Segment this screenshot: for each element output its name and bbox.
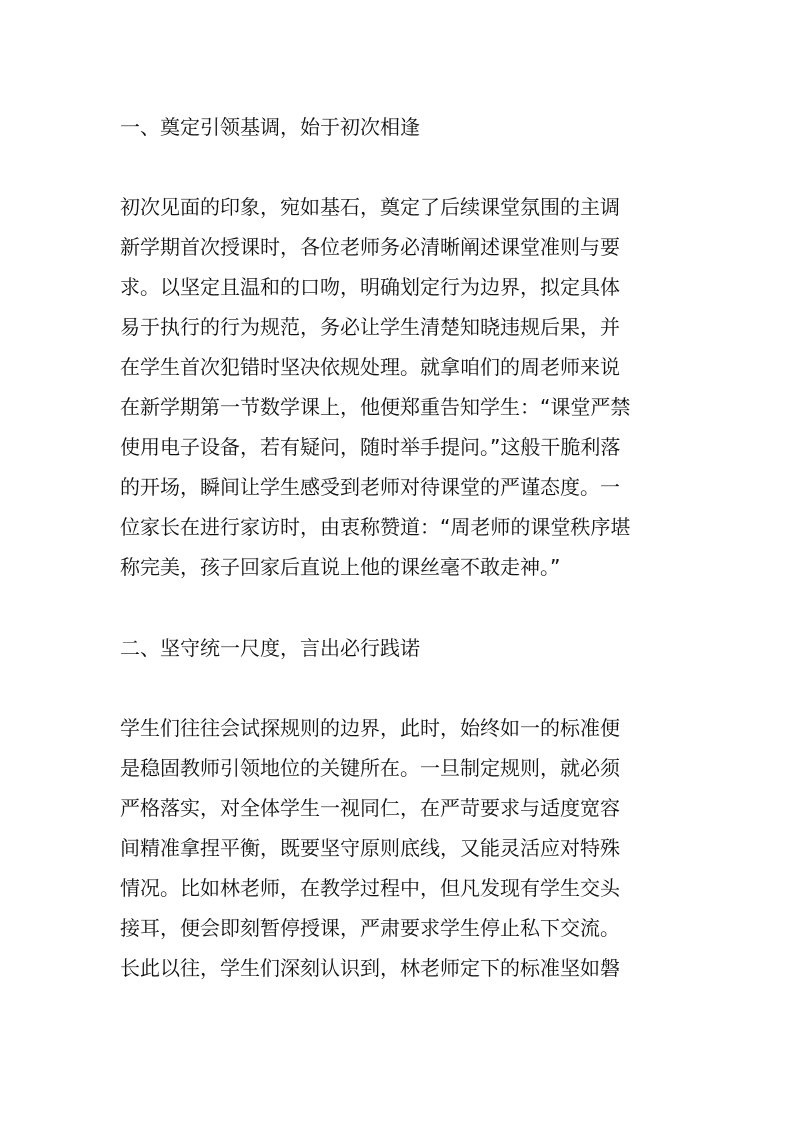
text-line: 易于执行的行为规范，务必让学生清楚知晓违规后果，并 bbox=[120, 315, 620, 339]
section-heading-2: 二、坚守统一尺度，言出必行践诺 bbox=[120, 636, 420, 660]
paragraph-2 bbox=[120, 708, 680, 988]
spacer bbox=[120, 147, 680, 187]
text-line: 使用电子设备，若有疑问，随时举手提问。”这般干脆利落 bbox=[120, 435, 621, 459]
text-line: 长此以往，学生们深刻认识到，林老师定下的标准坚如磐 bbox=[120, 956, 620, 980]
text-line: 严格落实，对全体学生一视同仁，在严苛要求与适度宽容 bbox=[120, 796, 620, 820]
text-line: 求。以坚定且温和的口吻，明确划定行为边界，拟定具体 bbox=[120, 275, 620, 299]
text-line: 在学生首次犯错时坚决依规处理。就拿咱们的周老师来说 bbox=[120, 355, 620, 379]
text-line: 的开场，瞬间让学生感受到老师对待课堂的严谨态度。一 bbox=[120, 475, 620, 499]
text-line: 位家长在进行家访时，由衷称赞道：“周老师的课堂秩序堪 bbox=[120, 515, 631, 539]
document-body bbox=[120, 107, 680, 988]
text-line: 间精准拿捏平衡，既要坚守原则底线，又能灵活应对特殊 bbox=[120, 836, 620, 860]
text-line: 称完美，孩子回家后直说上他的课丝毫不敢走神。” bbox=[120, 555, 561, 579]
text-line: 学生们往往会试探规则的边界，此时，始终如一的标准便 bbox=[120, 716, 620, 740]
text-line: 接耳，便会即刻暂停授课，严肃要求学生停止私下交流。 bbox=[120, 916, 620, 940]
section-heading-1: 一、奠定引领基调，始于初次相逢 bbox=[120, 115, 420, 139]
text-line: 初次见面的印象，宛如基石，奠定了后续课堂氛围的主调 bbox=[120, 195, 620, 219]
paragraph-1 bbox=[120, 187, 680, 587]
spacer bbox=[120, 668, 680, 708]
text-line: 新学期首次授课时，各位老师务必清晰阐述课堂准则与要 bbox=[120, 235, 620, 259]
spacer bbox=[120, 587, 680, 628]
text-line: 情况。比如林老师，在教学过程中，但凡发现有学生交头 bbox=[120, 876, 620, 900]
text-line: 是稳固教师引领地位的关键所在。一旦制定规则，就必须 bbox=[120, 756, 620, 780]
text-line: 在新学期第一节数学课上，他便郑重告知学生：“课堂严禁 bbox=[120, 395, 631, 419]
